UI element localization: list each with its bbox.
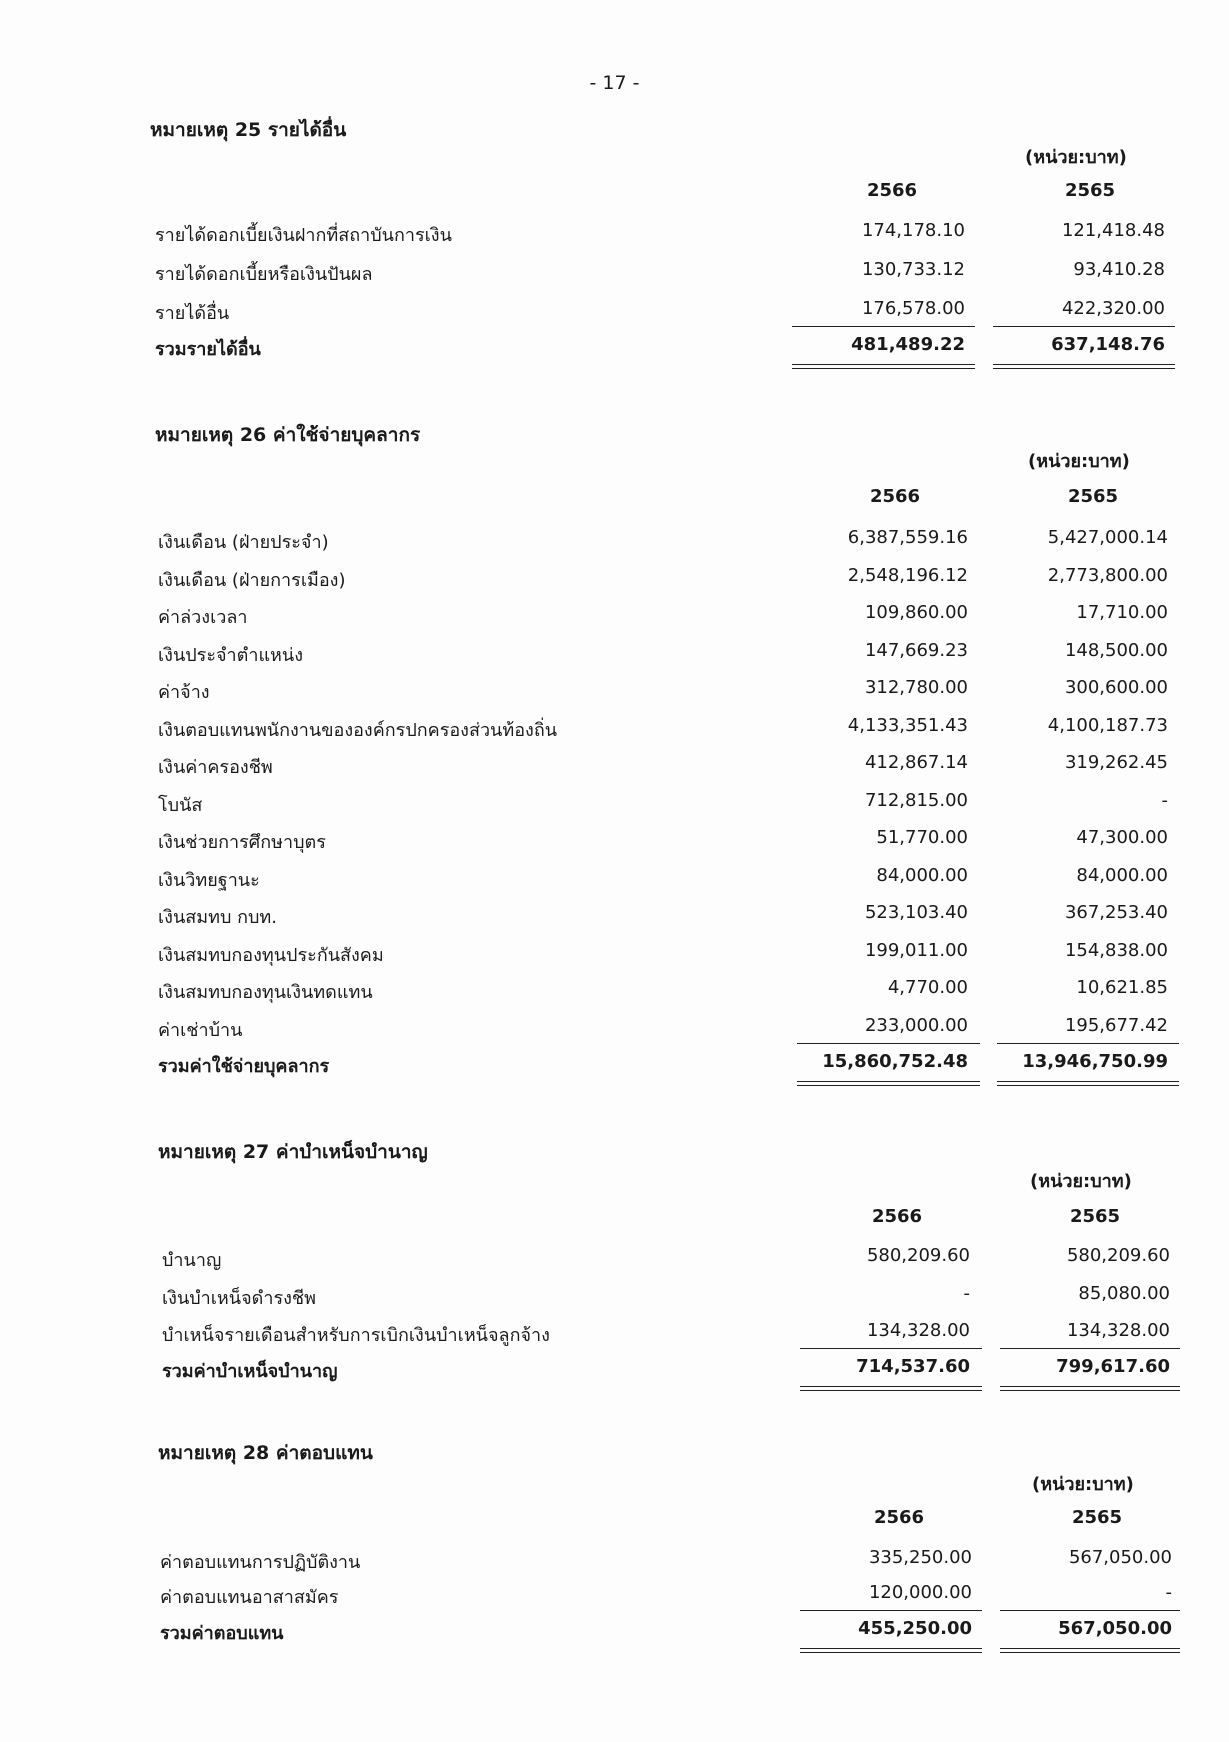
row-label: ค่าล่วงเวลา — [158, 607, 248, 628]
total-row — [0, 334, 1229, 368]
table-row — [0, 902, 1229, 936]
year-current-header: 2566 — [866, 180, 918, 201]
table-row — [0, 790, 1229, 824]
total-current: 481,489.22 — [851, 334, 965, 355]
value-prior: 195,677.42 — [1064, 1015, 1168, 1036]
row-label: บำนาญ — [162, 1250, 222, 1271]
table-row — [0, 640, 1229, 674]
note-title: หมายเหตุ 26 ค่าใช้จ่ายบุคลากร — [155, 424, 421, 446]
row-label: โบนัส — [158, 795, 203, 816]
value-prior: 154,838.00 — [1064, 940, 1168, 961]
row-label: ค่าตอบแทนการปฏิบัติงาน — [160, 1552, 361, 1573]
value-prior: 84,000.00 — [1076, 865, 1168, 886]
row-label: เงินประจำตำแหน่ง — [158, 645, 304, 666]
year-current-header: 2566 — [869, 486, 921, 507]
subtotal-line — [792, 326, 975, 327]
table-row — [0, 220, 1229, 254]
total-double-line — [797, 1081, 980, 1086]
total-row — [0, 1051, 1229, 1085]
table-row — [0, 827, 1229, 861]
row-label: ค่าจ้าง — [158, 682, 210, 703]
row-label: ค่าตอบแทนอาสาสมัคร — [160, 1587, 339, 1608]
total-double-line — [792, 364, 975, 369]
total-double-line — [993, 364, 1175, 369]
table-row — [0, 977, 1229, 1011]
value-current: 134,328.00 — [866, 1320, 970, 1341]
row-label: รายได้ดอกเบี้ยเงินฝากที่สถาบันการเงิน — [155, 225, 452, 246]
value-prior: 121,418.48 — [1061, 220, 1165, 241]
value-current: 312,780.00 — [864, 677, 968, 698]
note-title: หมายเหตุ 28 ค่าตอบแทน — [158, 1442, 373, 1464]
subtotal-line — [800, 1610, 982, 1611]
row-label: เงินค่าครองชีพ — [158, 757, 273, 778]
value-prior: 93,410.28 — [1073, 259, 1165, 280]
note-title: หมายเหตุ 27 ค่าบำเหน็จบำนาญ — [158, 1141, 428, 1163]
value-current: 174,178.10 — [861, 220, 965, 241]
table-row — [0, 715, 1229, 749]
value-prior: 85,080.00 — [1078, 1283, 1170, 1304]
value-prior: 17,710.00 — [1076, 602, 1168, 623]
unit-label: (หน่วย:บาท) — [1030, 1171, 1132, 1192]
row-label: เงินบำเหน็จดำรงชีพ — [162, 1288, 316, 1309]
value-current: 6,387,559.16 — [847, 527, 968, 548]
value-current: 580,209.60 — [866, 1245, 970, 1266]
table-row — [0, 1283, 1229, 1317]
row-label: เงินวิทยฐานะ — [158, 870, 260, 891]
value-current: - — [963, 1283, 970, 1304]
value-prior: - — [1161, 790, 1168, 811]
total-label: รวมรายได้อื่น — [155, 339, 261, 360]
year-current-header: 2566 — [871, 1206, 923, 1227]
value-current: 4,770.00 — [887, 977, 968, 998]
unit-label: (หน่วย:บาท) — [1028, 451, 1130, 472]
note-title: หมายเหตุ 25 รายได้อื่น — [150, 119, 347, 141]
value-current: 120,000.00 — [868, 1582, 972, 1603]
row-label: เงินตอบแทนพนักงานขององค์กรปกครองส่วนท้องถิ่น — [158, 720, 558, 741]
value-current: 712,815.00 — [864, 790, 968, 811]
total-row — [0, 1618, 1229, 1652]
row-label: เงินเดือน (ฝ่ายการเมือง) — [158, 570, 346, 591]
value-current: 233,000.00 — [864, 1015, 968, 1036]
total-double-line — [1000, 1648, 1180, 1653]
subtotal-line — [1000, 1348, 1180, 1349]
table-row — [0, 677, 1229, 711]
total-double-line — [800, 1386, 982, 1391]
table-row — [0, 1547, 1229, 1581]
subtotal-line — [797, 1043, 980, 1044]
value-prior: - — [1165, 1582, 1172, 1603]
unit-label: (หน่วย:บาท) — [1032, 1474, 1134, 1495]
total-prior: 567,050.00 — [1058, 1618, 1172, 1639]
total-current: 714,537.60 — [856, 1356, 970, 1377]
table-row — [0, 527, 1229, 561]
total-label: รวมค่าบำเหน็จบำนาญ — [162, 1361, 338, 1382]
value-current: 130,733.12 — [861, 259, 965, 280]
value-prior: 47,300.00 — [1076, 827, 1168, 848]
row-label: ค่าเช่าบ้าน — [158, 1020, 243, 1041]
table-row — [0, 940, 1229, 974]
unit-label: (หน่วย:บาท) — [1025, 147, 1127, 168]
value-prior: 2,773,800.00 — [1047, 565, 1168, 586]
row-label: เงินสมทบ กบท. — [158, 907, 278, 928]
value-prior: 4,100,187.73 — [1047, 715, 1168, 736]
total-current: 15,860,752.48 — [822, 1051, 968, 1072]
total-prior: 637,148.76 — [1051, 334, 1165, 355]
table-row — [0, 752, 1229, 786]
value-prior: 134,328.00 — [1066, 1320, 1170, 1341]
value-current: 176,578.00 — [861, 298, 965, 319]
table-row — [0, 602, 1229, 636]
subtotal-line — [800, 1348, 982, 1349]
subtotal-line — [1000, 1610, 1180, 1611]
row-label: รายได้อื่น — [155, 303, 230, 324]
row-label: รายได้ดอกเบี้ยหรือเงินปันผล — [155, 264, 373, 285]
table-row — [0, 1245, 1229, 1279]
year-prior-header: 2565 — [1069, 1206, 1121, 1227]
row-label: เงินสมทบกองทุนประกันสังคม — [158, 945, 384, 966]
value-current: 84,000.00 — [876, 865, 968, 886]
subtotal-line — [993, 326, 1175, 327]
value-current: 523,103.40 — [864, 902, 968, 923]
value-prior: 580,209.60 — [1066, 1245, 1170, 1266]
year-prior-header: 2565 — [1071, 1507, 1123, 1528]
row-label: เงินช่วยการศึกษาบุตร — [158, 832, 326, 853]
value-current: 2,548,196.12 — [847, 565, 968, 586]
value-current: 109,860.00 — [864, 602, 968, 623]
value-current: 4,133,351.43 — [847, 715, 968, 736]
value-prior: 148,500.00 — [1064, 640, 1168, 661]
row-label: บำเหน็จรายเดือนสำหรับการเบิกเงินบำเหน็จลูกจ้าง — [162, 1325, 550, 1346]
row-label: เงินเดือน (ฝ่ายประจำ) — [158, 532, 329, 553]
value-current: 199,011.00 — [864, 940, 968, 961]
row-label: เงินสมทบกองทุนเงินทดแทน — [158, 982, 373, 1003]
value-current: 147,669.23 — [864, 640, 968, 661]
value-prior: 10,621.85 — [1076, 977, 1168, 998]
total-double-line — [1000, 1386, 1180, 1391]
page-number: - 17 - — [589, 72, 640, 94]
total-double-line — [997, 1081, 1179, 1086]
value-prior: 300,600.00 — [1064, 677, 1168, 698]
year-prior-header: 2565 — [1064, 180, 1116, 201]
total-row — [0, 1356, 1229, 1390]
table-row — [0, 865, 1229, 899]
subtotal-line — [997, 1043, 1179, 1044]
value-current: 51,770.00 — [876, 827, 968, 848]
value-prior: 319,262.45 — [1064, 752, 1168, 773]
total-prior: 799,617.60 — [1056, 1356, 1170, 1377]
value-prior: 5,427,000.14 — [1047, 527, 1168, 548]
total-prior: 13,946,750.99 — [1022, 1051, 1168, 1072]
table-row — [0, 259, 1229, 293]
year-prior-header: 2565 — [1067, 486, 1119, 507]
total-label: รวมค่าใช้จ่ายบุคลากร — [158, 1056, 330, 1077]
value-prior: 567,050.00 — [1068, 1547, 1172, 1568]
value-current: 412,867.14 — [864, 752, 968, 773]
year-current-header: 2566 — [873, 1507, 925, 1528]
value-prior: 422,320.00 — [1061, 298, 1165, 319]
total-current: 455,250.00 — [858, 1618, 972, 1639]
value-prior: 367,253.40 — [1064, 902, 1168, 923]
table-row — [0, 565, 1229, 599]
total-double-line — [800, 1648, 982, 1653]
total-label: รวมค่าตอบแทน — [160, 1623, 284, 1644]
value-current: 335,250.00 — [868, 1547, 972, 1568]
